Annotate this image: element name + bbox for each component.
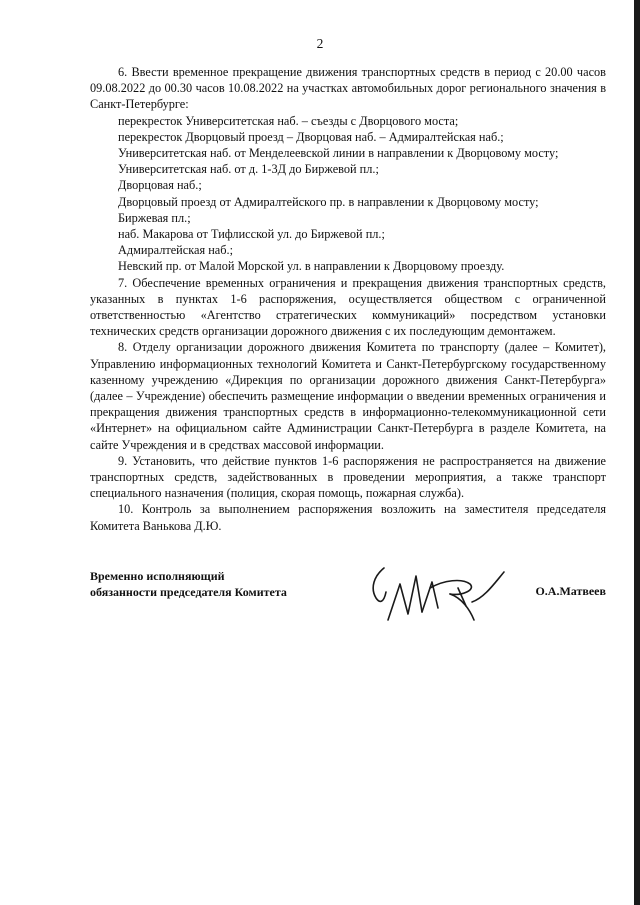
- road-section-item: перекресток Университетская наб. – съезды с Дворцового моста;: [118, 113, 459, 128]
- document-body: [90, 64, 606, 534]
- road-sections-list: [90, 113, 606, 275]
- signer-name: О.А.Матвеев: [535, 584, 606, 598]
- road-section-item: Биржевая пл.;: [118, 210, 191, 225]
- page-number: 2: [316, 36, 324, 51]
- page-edge-scan-artifact: [634, 0, 640, 905]
- road-section-item: Университетская наб. от д. 1-3Д до Биржевой пл.;: [118, 162, 379, 177]
- road-section-item: Дворцовая наб.;: [118, 178, 202, 193]
- road-section-item: Дворцовый проезд от Адмиралтейского пр. в направлении к Дворцовому мосту;: [118, 194, 539, 209]
- signer-title-line-2: обязанности председателя Комитета: [90, 585, 287, 599]
- road-section-item: перекресток Дворцовый проезд – Дворцовая наб. – Адмиралтейская наб.;: [118, 129, 504, 144]
- road-section-item: Университетская наб. от Менделеевской линии в направлении к Дворцовому мосту;: [118, 146, 559, 161]
- signer-title: [90, 568, 287, 600]
- signer-title-line-1: Временно исполняющий: [90, 569, 225, 583]
- road-section-item: Невский пр. от Малой Морской ул. в направлении к Дворцовому проезду.: [118, 259, 505, 274]
- paragraph-7: 7. Обеспечение временных ограничения и прекращения движения транспортных средств, указанных в пунктах 1-6 распоряжения, осуществляется обществом с ограниченной ответственностью «Агентство стратегических коммуникаций» посредством установки технических средств организации дорожного движения с их последующим демонтажем.: [90, 275, 606, 339]
- signature-block: [90, 568, 606, 638]
- road-section-item: Адмиралтейская наб.;: [118, 243, 233, 258]
- paragraph-9: 9. Установить, что действие пунктов 1-6 распоряжения не распространяется на движение транспортных средств, задействованных в проведении мероприятия, а также транспорт специального назначения (полиция, скорая помощь, пожарная служба).: [90, 453, 606, 501]
- paragraph-8: 8. Отделу организации дорожного движения Комитета по транспорту (далее – Комитет), Управлению информационных технологий Комитета и Санкт-Петербургскому государственному казенному учреждению «Дирекция по организации дорожного движения Санкт-Петербурга» (далее – Учреждение) обеспечить размещение информации о введении временных ограничения и прекращения движения транспортных средств в информационно-телекоммуникационной сети «Интернет» на официальном сайте Администрации Санкт-Петербурга в разделе Комитета, на сайте Учреждения и в средствах массовой информации.: [90, 340, 606, 452]
- paragraph-6-intro: 6. Ввести временное прекращение движения транспортных средств в период с 20.00 часов 09.08.2022 до 00.30 часов 10.08.2022 на участках автомобильных дорог регионального значения в Санкт-Петербурге:: [90, 65, 606, 112]
- handwritten-signature-icon: [366, 562, 526, 626]
- paragraph-10: 10. Контроль за выполнением распоряжения возложить на заместителя председателя Комитета Ванькова Д.Ю.: [90, 502, 606, 533]
- road-section-item: наб. Макарова от Тифлисской ул. до Биржевой пл.;: [118, 227, 385, 242]
